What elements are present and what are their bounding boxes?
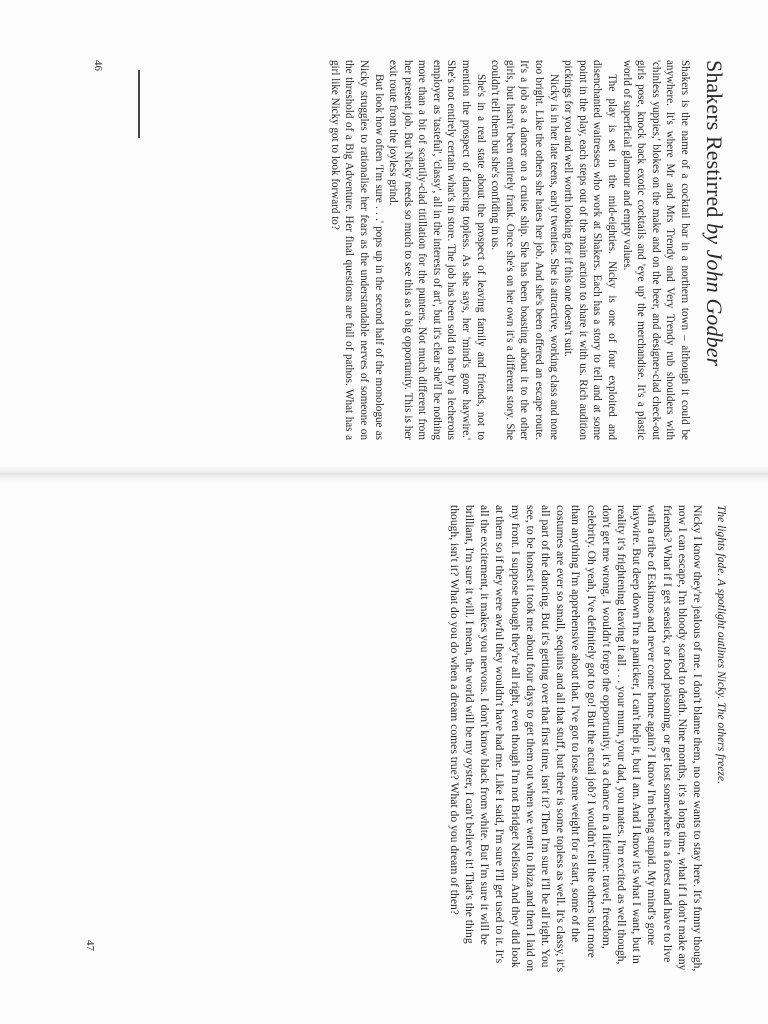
right-page — [168, 505, 728, 975]
page-title — [700, 60, 728, 440]
title-author: by John Godber — [702, 223, 727, 367]
paragraph: She's in a real state about the prospect of leaving family and friends, not to mention the prospect of dancing topless. As she says, her 'mind's gone haywire.' She's not entirely certain what's in store. The job has been sold to her by a lecherous employer as 'tasteful', 'classy', all in the interests of art', but it's clear she'll be nothing more than a bit of scantily-clad titillation for the punters. Not much different from her present job. But Nicky needs so much to see this as a big opportunity. This is her exit route from the joyless grind. — [387, 60, 487, 440]
paragraph: But look how often 'I'm sure . . .' pops up in the second half of the monologue as Nicky struggles to rationalise her fears as the understandable nerves of someone on the threshold of a Big Adventure. Her final questions are full of pathos. What has a girl like Nicky got to look forward to? — [328, 60, 385, 440]
intro-text — [327, 60, 692, 440]
book-gutter — [0, 466, 768, 482]
speech-paragraph: Nicky I know they're jealous of me. I don't blame them, no one wants to stay here. It's funny though, now I can escape, I'm bloody scared to death. Nine months, it's a long time, what if I don't make any friends? What if I get seasick, or food poisoning, or get lost somewhere in a forest and have to live with a tribe of Eskimos and never come home again? I know I'm being stupid. My mind's gone haywire. But deep down I'm a panicker, I can't help it, but I am. And I know it's what I want, but in reality it's frightening leaving it all . . . your mum, your dad, you mates. I'm excited as well though, don't get me wrong. I wouldn't forgo the opportunity, it's a chance in a lifetime: travel, freedom, celebrity. Oh yeah, I've definitely got to go! But the actual job? I wouldn't tell the others but more than anything I'm apprehensive about that. I've got to lose some weight for a start, some of the costumes are ever so small, sequins and all that stuff, but there is some topless as well. It's classy, it's all part of the dancing. But it's getting over that first time, isn't it? Then I'm sure I'll be all right. You see, to be honest it took me about four days to get them out when we went to Ibiza and then I laid on my front. I suppose though they're all right, even though I'm not Bridget Neilson. And they did look at them so if they were awful they wouldn't have had me. Like I said, I'm sure I'll get used to it. It's all the excitement, it makes you nervous. I don't know black from white. But I'm sure it will be brilliant, I'm sure it will. I mean, the world will be my oyster, I can't believe it! That's the thing though, isn't it? What do you do when a dream comes true? What do you dream of then? — [447, 505, 704, 973]
paragraph: Nicky is in her late teens, early twenties. She is attractive, working class and none too bright. Like the others she hates her job. And she's been offered an escape route. It's a job as a dancer on a cruise ship. She has been boasting about it to the other girls, but hasn't been entirely frank. Once she's on her own it's a different story. She couldn't tell them but she's confiding in us. — [489, 60, 560, 440]
monologue-text — [447, 505, 705, 975]
left-page — [168, 60, 728, 440]
paragraph: The play is set in the mid-eighties. Nicky is one of four exploited and disenchanted waitresses who work at Shakers. Each has a story to tell and at some point in the play, each steps out of the main action to share it with us. Rich audition pickings for you and well worth looking for if this one doesn't suit. — [562, 60, 619, 440]
paragraph: Shakers is the name of a cocktail bar in a northern town – although it could be anywhere. It's where Mr and Mrs Trendy and Very Trendy rub shoulders with 'chinless yuppies,' blokes on the make and on the beer, and designer-clad check-out girls pose, knock back exotic cocktails and 'eye up' the merchandise. It's a plastic world of superficial glamour and empty values. — [620, 60, 691, 440]
page-number: 47 — [84, 940, 96, 951]
footer-rule — [138, 70, 140, 138]
title-text: Shakers Restirred — [702, 60, 727, 218]
page-number: 46 — [92, 60, 104, 71]
stage-direction: The lights fade. A spotlight outlines Nicky. The others freeze. — [715, 505, 727, 784]
